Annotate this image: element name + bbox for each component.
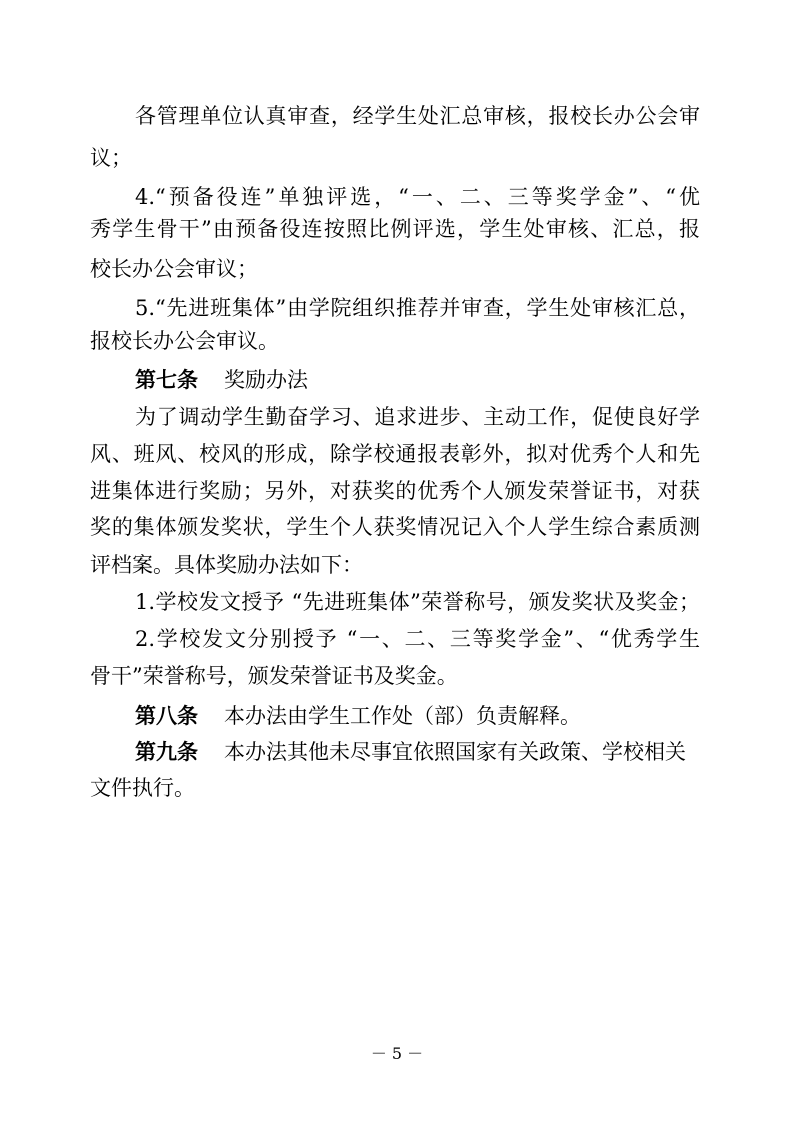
paragraph-line: 风、班风、校风的形成，除学校通报表彰外，拟对优秀个人和先 [90, 442, 700, 466]
paragraph-line: 4.“预备役连”单独评选，“一、二、三等奖学金”、“优 [135, 185, 700, 209]
article-title: 奖励办法 [224, 368, 308, 392]
paragraph-line: 骨干”荣誉称号，颁发荣誉证书及奖金。 [90, 664, 458, 688]
article-text: 本办法由学生工作处（部）负责解释。 [224, 704, 581, 728]
paragraph-line: 为了调动学生勤奋学习、追求进步、主动工作，促使良好学 [135, 405, 700, 429]
paragraph-line: 各管理单位认真审查，经学生处汇总审核，报校长办公会审 [135, 104, 700, 128]
paragraph-line: 2.学校发文分别授予 “一、二、三等奖学金”、“优秀学生 [135, 627, 700, 651]
page-number: － 5 － [370, 1044, 424, 1063]
article-9-line [135, 738, 700, 766]
article-label: 第九条 [135, 739, 198, 764]
paragraph-line: 文件执行。 [90, 776, 195, 800]
paragraph-line: 1.学校发文授予 “先进班集体”荣誉称号，颁发奖状及奖金； [135, 590, 700, 614]
paragraph-line: 5.“先进班集体”由学院组织推荐并审查，学生处审核汇总， [135, 296, 700, 320]
paragraph-line: 进集体进行奖励；另外，对获奖的优秀个人颁发荣誉证书，对获 [90, 479, 700, 503]
article-text: 本办法其他未尽事宜依照国家有关政策、学校相关 [224, 740, 686, 764]
article-7-heading [135, 366, 700, 394]
paragraph-line: 评档案。具体奖励办法如下： [90, 553, 363, 577]
paragraph-line: 报校长办公会审议。 [90, 329, 279, 353]
article-8-line [135, 702, 700, 730]
paragraph-line: 奖的集体颁发奖状，学生个人获奖情况记入个人学生综合素质测 [90, 515, 700, 539]
article-label: 第八条 [135, 703, 198, 728]
paragraph-line: 议； [90, 146, 132, 170]
article-label: 第七条 [135, 367, 198, 392]
paragraph-line: 校长办公会审议； [90, 257, 258, 281]
paragraph-line: 秀学生骨干”由预备役连按照比例评选，学生处审核、汇总，报 [90, 217, 700, 241]
